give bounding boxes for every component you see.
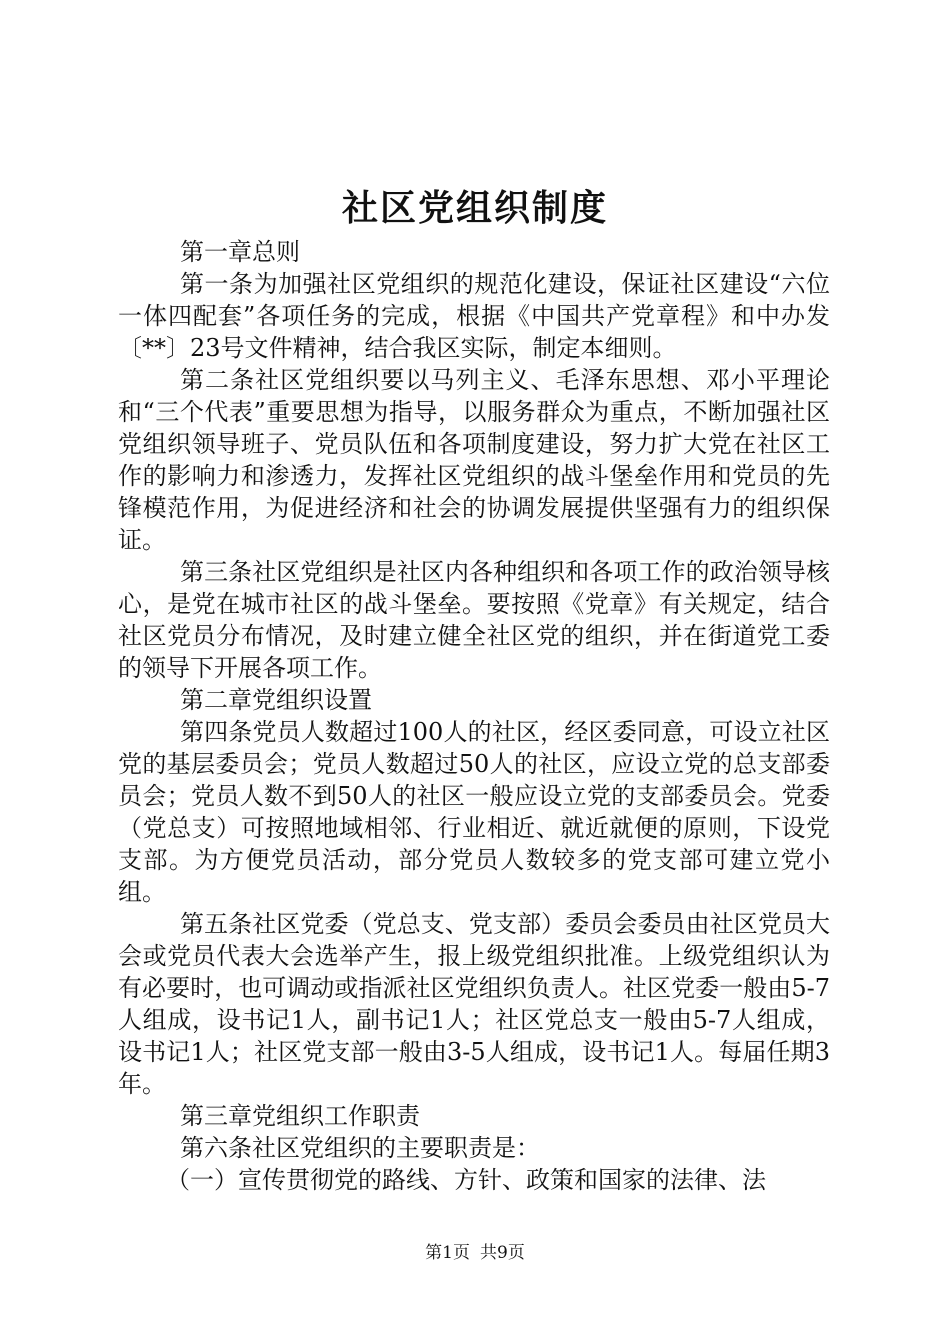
- document-body: [118, 236, 830, 1196]
- chapter-heading: 第三章党组织工作职责: [180, 1102, 420, 1130]
- document-title: 社区党组织制度: [341, 187, 608, 229]
- article-paragraph: 第二条社区党组织要以马列主义、毛泽东思想、邓小平理论和“三个代表”重要思想为指导，以服务群众为重点，不断加强社区党组织领导班子、党员队伍和各项制度建设，努力扩大党在社区工作的影响力和渗透力，发挥社区党组织的战斗堡垒作用和党员的先锋模范作用，为促进经济和社会的协调发展提供坚强有力的组织保证。: [118, 366, 830, 554]
- article-paragraph: 第五条社区党委（党总支、党支部）委员会委员由社区党员大会或党员代表大会选举产生，报上级党组织批准。上级党组织认为有必要时，也可调动或指派社区党组织负责人。社区党委一般由5-7人组成，设书记1人，副书记1人；社区党总支一般由5-7人组成，设书记1人；社区党支部一般由3-5人组成，设书记1人。每届任期3年。: [118, 910, 830, 1098]
- chapter-heading: 第二章党组织设置: [180, 686, 372, 714]
- article-paragraph: 第三条社区党组织是社区内各种组织和各项工作的政治领导核心，是党在城市社区的战斗堡垒。要按照《党章》有关规定，结合社区党员分布情况，及时建立健全社区党的组织，并在街道党工委的领导下开展各项工作。: [118, 558, 830, 682]
- article-paragraph: 第四条党员人数超过100人的社区，经区委同意，可设立社区党的基层委员会；党员人数超过50人的社区，应设立党的总支部委员会；党员人数不到50人的社区一般应设立党的支部委员会。党委（党总支）可按照地域相邻、行业相近、就近就便的原则，下设党支部。为方便党员活动，部分党员人数较多的党支部可建立党小组。: [118, 718, 830, 906]
- page-footer: [0, 1242, 950, 1264]
- page-total: 共9页: [480, 1243, 525, 1263]
- article-paragraph: 第一条为加强社区党组织的规范化建设，保证社区建设“六位一体四配套”各项任务的完成，根据《中国共产党章程》和中办发〔**〕23号文件精神，结合我区实际，制定本细则。: [118, 270, 830, 362]
- page-number: 第1页: [425, 1243, 470, 1263]
- article-heading: 第六条社区党组织的主要职责是：: [180, 1134, 540, 1162]
- list-item: （一）宣传贯彻党的路线、方针、政策和国家的法律、法: [166, 1166, 766, 1194]
- chapter-heading: 第一章总则: [180, 238, 300, 266]
